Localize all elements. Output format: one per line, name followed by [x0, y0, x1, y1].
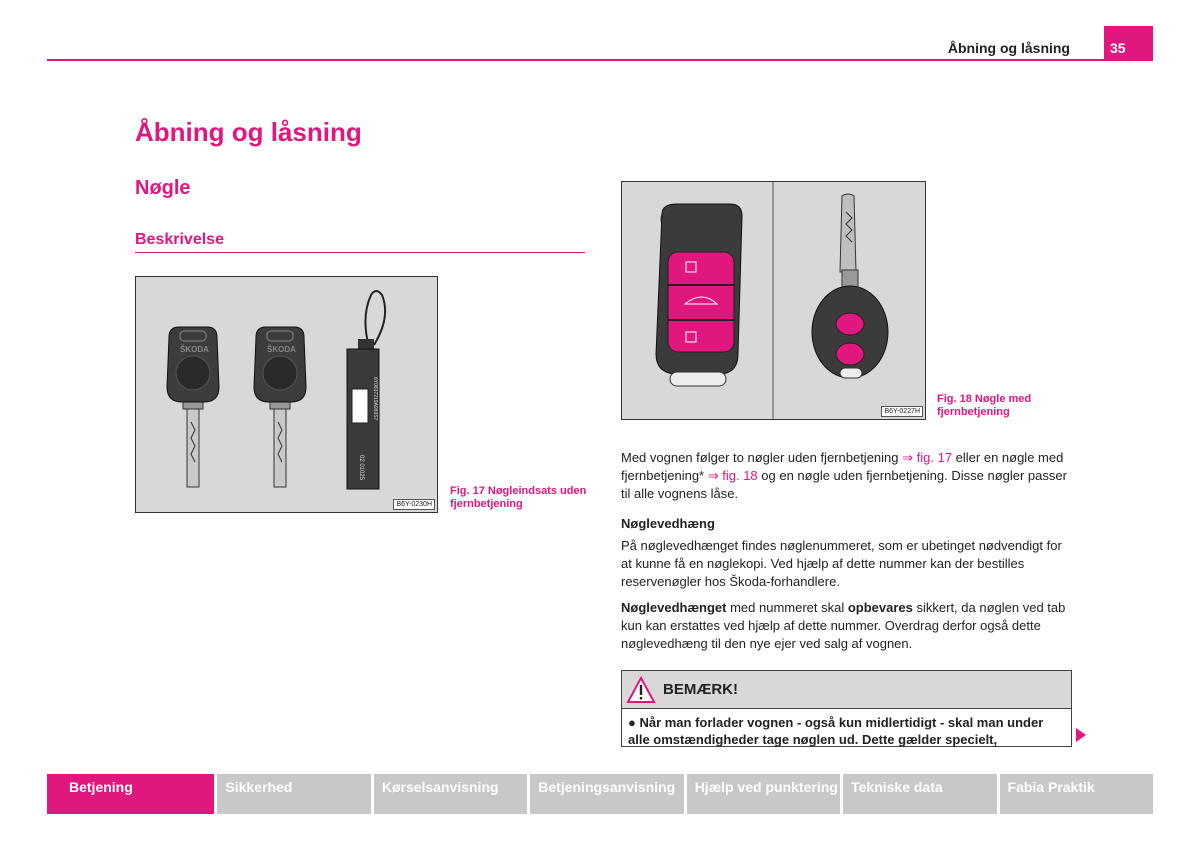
fig18-link[interactable]: ⇒ fig. 18 [707, 468, 758, 483]
chapter-title: Åbning og låsning [135, 117, 362, 147]
figure-17-keys [135, 276, 438, 513]
page-number: 35 [1104, 26, 1153, 60]
warning-header [622, 671, 1071, 709]
intro-paragraph: Med vognen følger to nøgler uden fjernbetjening ⇒ fig. 17 eller en nøgle med fjernbetjening* ⇒ fig. 18 og en nøgle uden fjernbetjening. Disse nøgler passer til alle vognens låse. [621, 450, 1067, 501]
subsection-rule [135, 252, 585, 253]
key-tag-paragraph: På nøglevedhænget findes nøglenummeret, som er ubetinget nødvendigt for at kunne få en nøglekopi. Ved hjælp af dette nummer kan der bestilles reservenøgler hos Škoda-forhandlere. [621, 538, 1062, 589]
warning-triangle-icon [626, 676, 656, 704]
tab-korselsanvisning[interactable]: Kørselsanvisning [374, 774, 527, 814]
key-tag-storage-paragraph: Nøglevedhænget med nummeret skal opbevares sikkert, da nøglen ved tab kun kan erstattes ved hjælp af dette nummer. Overdrag derfor også dette nøglevedhæng til den nye ejer ved salg af vognen. [621, 600, 1066, 651]
tab-hjaelp-ved-punktering[interactable]: Hjælp ved punktering [687, 774, 840, 814]
section-title: Nøgle [135, 177, 191, 199]
key-illustration [136, 277, 438, 513]
header-rule [47, 59, 1153, 61]
subheading-key-tag: Nøglevedhæng [621, 516, 715, 531]
chapter-tab-bar [47, 774, 1153, 814]
figure-18-remote-key [621, 181, 926, 420]
figure-17-caption: Fig. 17 Nøgleindsats uden fjernbetjening [450, 485, 587, 510]
figure-code: B6Y-0230H [393, 499, 435, 510]
remote-key-illustration [622, 182, 926, 420]
tab-tekniske-data[interactable]: Tekniske data [843, 774, 996, 814]
tab-betjening[interactable]: Betjening [47, 774, 214, 814]
fixed-key-remote [812, 194, 888, 378]
warning-box [621, 670, 1072, 747]
tag-number-text: 02 01025 [358, 455, 364, 481]
figure-18-caption: Fig. 18 Nøgle med fjernbetjening [937, 393, 1032, 418]
warning-title: BEMÆRK! [663, 681, 738, 698]
key-number-tag [347, 291, 385, 489]
tab-fabia-praktik[interactable]: Fabia Praktik [1000, 774, 1153, 814]
warning-text: ● Når man forlader vognen - også kun midlertidigt - skal man under alle omstændigheder tage nøglen ud. Dette gælder specielt, [628, 715, 1044, 747]
tag-code-text: 6Y0837219A983S7 [372, 377, 378, 421]
subsection-title: Beskrivelse [135, 231, 224, 248]
figure-code: B6Y-0227H [881, 406, 923, 417]
key-logo-2: ŠKODA [267, 345, 296, 354]
tab-betjeningsanvisning[interactable]: Betjeningsanvisning [530, 774, 683, 814]
fig17-link[interactable]: ⇒ fig. 17 [902, 450, 953, 465]
continue-arrow-icon [1075, 727, 1087, 743]
running-header-title: Åbning og låsning [947, 40, 1070, 56]
flip-key-remote [656, 204, 742, 386]
key-logo-1: ŠKODA [180, 345, 209, 354]
tab-sikkerhed[interactable]: Sikkerhed [217, 774, 370, 814]
